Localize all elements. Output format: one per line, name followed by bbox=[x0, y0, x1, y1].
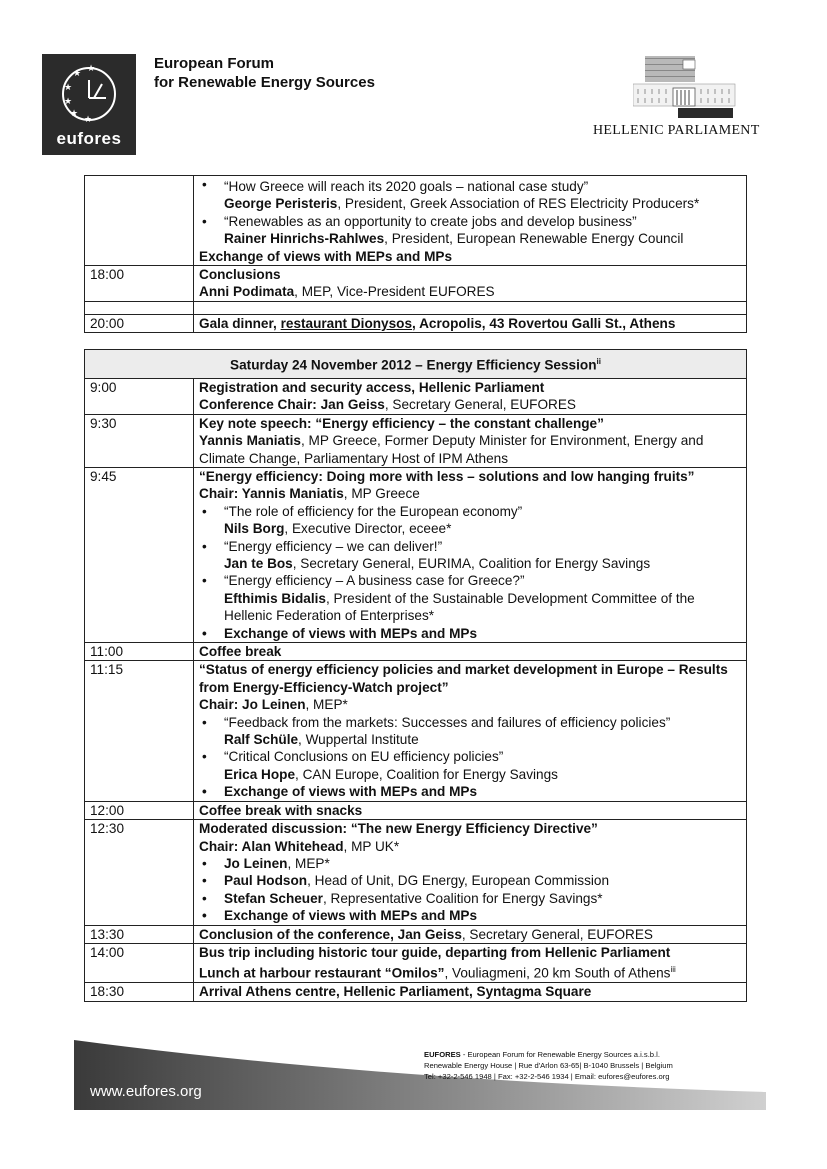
list-item: • Stefan Scheuer, Representative Coalition for Energy Savings* bbox=[202, 890, 603, 906]
table-row: 9:30 Key note speech: “Energy efficiency – the constant challenge” Yannis Maniatis, MP Greece, Former Deputy Minister for Environment, Energy and Climate Change, Parliamentary Host of IPM Athens bbox=[85, 414, 747, 467]
saturday-program-table bbox=[84, 349, 747, 1002]
svg-text:★: ★ bbox=[64, 97, 73, 107]
footer-contact: EUFORES - European Forum for Renewable Energy Sources a.i.s.b.l. Renewable Energy House | Rue d'Arlon 63-65| B-1040 Brussels | Belgium Tel: +32-2-546 1948 | Fax: +32-2-546 1934 | Email: eufores@eufores.org bbox=[424, 1050, 673, 1081]
svg-text:★: ★ bbox=[64, 83, 73, 93]
table-row: 18:30 Arrival Athens centre, Hellenic Parliament, Syntagma Square bbox=[85, 983, 747, 1001]
table-row: 9:45 “Energy efficiency: Doing more with less – solutions and low hanging fruits” Chair: Yannis Maniatis, MP Greece • “The role of efficiency for the European economy” Nils Borg, Executive Director, eceee* • “Energy efficiency – we can deliver!” Jan te Bos, Secretary General, EURIMA, Coalition for Energy Savings • “Energy efficiency – A business case for Greece?” Efthimis Bidalis, President of the Sustainable Development Committee of the Hellenic Federation of Enterprises* • Exchange of views with MEPs and MPs bbox=[85, 467, 747, 642]
list-item: • “Energy efficiency – we can deliver!” Jan te Bos, Secretary General, EURIMA, Coalition for Energy Savings bbox=[202, 538, 651, 571]
list-item: • “Energy efficiency – A business case for Greece?” Efthimis Bidalis, President of the Sustainable Development Committee of the Hellenic Federation of Enterprises* bbox=[202, 573, 695, 624]
list-item: • Jo Leinen, MEP* bbox=[202, 855, 330, 871]
table-row: 12:00 Coffee break with snacks bbox=[85, 801, 747, 819]
list-item: • “How Greece will reach its 2020 goals – national case study” George Peristeris, President, Greek Association of RES Electricity Producers* bbox=[202, 177, 700, 212]
table-row bbox=[85, 301, 747, 314]
star-circle-icon bbox=[42, 54, 136, 132]
list-item: • “The role of efficiency for the European economy” Nils Borg, Executive Director, eceee* bbox=[202, 503, 523, 537]
friday-program-table bbox=[84, 175, 747, 333]
list-item: • Exchange of views with MEPs and MPs bbox=[202, 625, 478, 641]
list-item: • Exchange of views with MEPs and MPs bbox=[202, 784, 478, 800]
table-row: 11:15 “Status of energy efficiency policies and market development in Europe – Results from Energy-Efficiency-Watch project” Chair: Jo Leinen, MEP* • “Feedback from the markets: Successes and failures of efficiency policies” Ralf Schüle, Wuppertal Institute • “Critical Conclusions on EU efficiency policies” Erica Hope, CAN Europe, Coalition for Energy Savings • Exchange of views with MEPs and MPs bbox=[85, 661, 747, 801]
list-item: • Paul Hodson, Head of Unit, DG Energy, European Commission bbox=[202, 873, 610, 889]
eufores-logo bbox=[42, 54, 136, 155]
list-item: • Exchange of views with MEPs and MPs bbox=[202, 908, 478, 924]
table-row: 12:30 Moderated discussion: “The new Energy Efficiency Directive” Chair: Alan Whitehead, MP UK* • Jo Leinen, MEP* • Paul Hodson, Head of Unit, DG Energy, European Commission • Stefan Scheuer, Representative Coalition for Energy Savings* • Exchange of views with MEPs and MPs bbox=[85, 820, 747, 925]
svg-text:★: ★ bbox=[87, 64, 96, 74]
table-row: • “How Greece will reach its 2020 goals – national case study” George Peristeris, President, Greek Association of RES Electricity Producers* • “Renewables as an opportunity to create jobs and develop business” Rainer Hinrichs-Rahlwes, President, European Renewable Energy Council Exchange of views with MEPs and MPs bbox=[85, 176, 747, 266]
website-link[interactable]: www.eufores.org bbox=[90, 1083, 202, 1100]
table-row: 20:00 Gala dinner, restaurant Dionysos, Acropolis, 43 Rovertou Galli St., Athens bbox=[85, 314, 747, 332]
logo-text: eufores bbox=[56, 129, 122, 148]
table-row: 9:00 Registration and security access, Hellenic Parliament Conference Chair: Jan Geiss, Secretary General, EUFORES bbox=[85, 378, 747, 414]
parliament-building-icon bbox=[633, 56, 743, 118]
list-item: • “Renewables as an opportunity to create jobs and develop business” Rainer Hinrichs-Rahlwes, President, European Renewable Energy Council bbox=[202, 213, 684, 247]
organization-title: European Forum for Renewable Energy Sources bbox=[154, 55, 375, 91]
session-header: Saturday 24 November 2012 – Energy Efficiency Session$^{ii}$ bbox=[85, 350, 747, 379]
restaurant-link[interactable]: restaurant Dionysos bbox=[280, 315, 413, 331]
list-item: • “Feedback from the markets: Successes and failures of efficiency policies” Ralf Schüle, Wuppertal Institute bbox=[202, 714, 671, 748]
svg-text:★: ★ bbox=[73, 69, 82, 79]
hellenic-parliament-label: HELLENIC PARLIAMENT bbox=[593, 123, 760, 138]
svg-text:★: ★ bbox=[84, 115, 93, 125]
table-row: 18:00 Conclusions Anni Podimata, MEP, Vice-President EUFORES bbox=[85, 266, 747, 302]
svg-text:★: ★ bbox=[70, 109, 79, 119]
table-row: 14:00 Bus trip including historic tour guide, departing from Hellenic Parliament Lunch at harbour restaurant “Omilos”, Vouliagmeni, 20 km South of Athens$^{iii}$ bbox=[85, 943, 747, 982]
table-row: 11:00 Coffee break bbox=[85, 643, 747, 661]
list-item: • “Critical Conclusions on EU efficiency policies” Erica Hope, CAN Europe, Coalition for Energy Savings bbox=[202, 749, 558, 782]
table-row: 13:30 Conclusion of the conference, Jan Geiss, Secretary General, EUFORES bbox=[85, 925, 747, 943]
